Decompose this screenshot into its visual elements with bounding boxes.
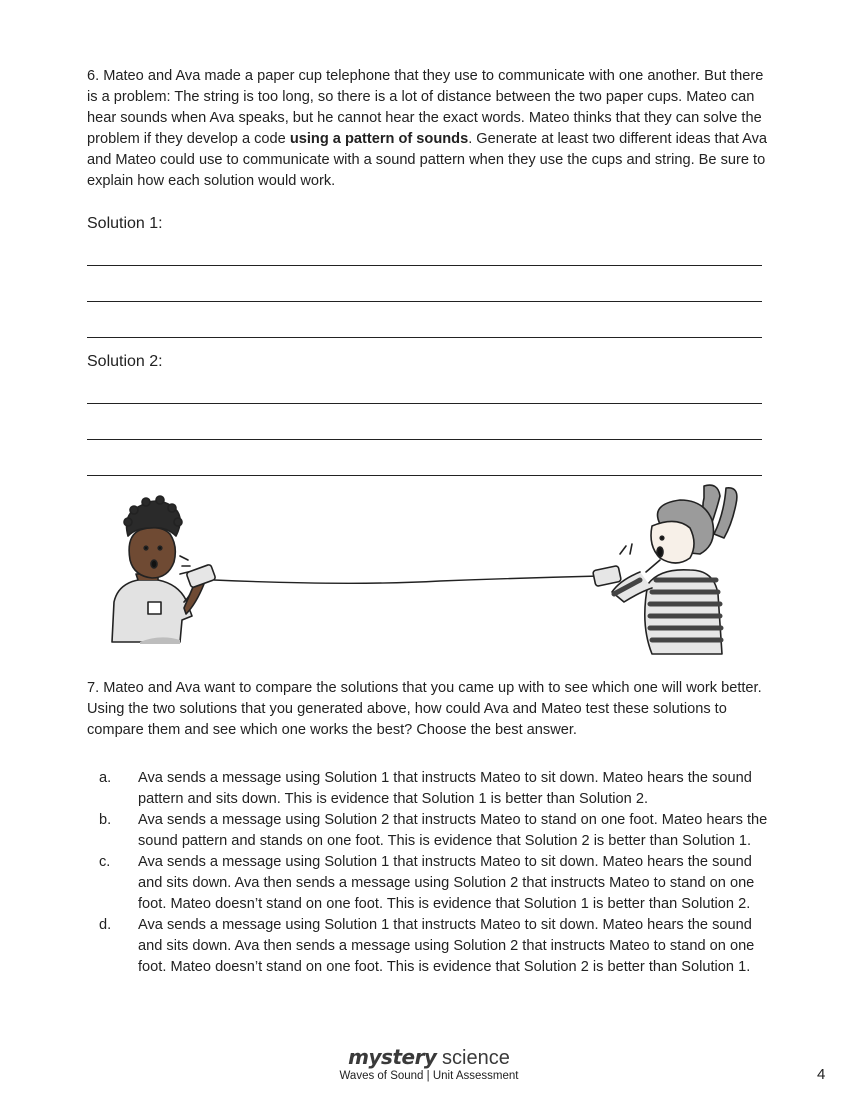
choice-letter: b. — [99, 812, 112, 828]
footer-subtitle: Waves of Sound | Unit Assessment — [339, 1070, 519, 1082]
choice-a[interactable] — [87, 768, 777, 810]
choice-text: Ava sends a message using Solution 2 that instructs Mateo to stand on one foot. Mateo hears the sound pattern and stands on one foot. This is evidence that Solution 2 is better than Solution 1. — [138, 812, 768, 849]
string-icon — [214, 576, 600, 583]
logo-mystery-text: mystery — [348, 1045, 437, 1069]
choice-letter: a. — [99, 770, 112, 786]
choice-b[interactable] — [87, 810, 777, 852]
mystery-science-logo — [0, 1046, 858, 1069]
logo-science-text: science — [442, 1047, 510, 1069]
choice-letter: d. — [99, 917, 112, 933]
question-6-text-start: 6. Mateo and Ava made a paper cup telephone that they use to communicate with one another. But there is a problem: The string is too long, so there is a lot of distance between the two paper cups. Mateo can hear sounds when Ava speaks, but he cannot hear the exact words. Mateo thinks that they can solve the problem if they develop a code — [87, 68, 764, 147]
question-6-bold-phrase: using a pattern of sounds — [289, 131, 469, 147]
question-6 — [87, 66, 777, 192]
solution-2-label: Solution 2: — [87, 353, 163, 370]
choice-text: Ava sends a message using Solution 1 that instructs Mateo to sit down. Mateo hears the sound and sits down. Ava then sends a message using Solution 2 that instructs Mateo to stand on one foot. Mateo doesn’t stand on one foot. This is evidence that Solution 1 is better than Solution 2. — [138, 854, 755, 912]
girl-with-cup-icon — [593, 485, 737, 654]
choice-c[interactable] — [87, 852, 777, 915]
choice-d[interactable] — [87, 915, 777, 978]
question-7: 7. Mateo and Ava want to compare the solutions that you came up with to see which one will work better. Using the two solutions that you generated above, how could Ava and Mateo test these solutions to compare them and see which one works the best? Choose the best answer. — [87, 680, 762, 738]
cup-telephone-illustration — [100, 484, 760, 662]
page-number: 4 — [817, 1066, 826, 1083]
footer — [0, 1046, 858, 1082]
answer-line[interactable] — [87, 475, 762, 476]
answer-line[interactable] — [87, 301, 762, 302]
answer-line[interactable] — [87, 265, 762, 266]
boy-with-cup-icon — [112, 496, 216, 644]
answer-line[interactable] — [87, 337, 762, 338]
answer-line[interactable] — [87, 439, 762, 440]
solution-1-label: Solution 1: — [87, 215, 163, 232]
answer-line[interactable] — [87, 403, 762, 404]
question-6-text-end: . Generate at least two different ideas that Ava and Mateo could use to communicate with a sound pattern when they use the cups and string. Be sure to explain how each solution would work. — [87, 131, 768, 189]
choice-letter: c. — [99, 854, 111, 870]
choice-text: Ava sends a message using Solution 1 that instructs Mateo to sit down. Mateo hears the sound pattern and sits down. This is evidence that Solution 1 is better than Solution 2. — [138, 770, 752, 807]
choice-text: Ava sends a message using Solution 1 that instructs Mateo to sit down. Mateo hears the sound and sits down. Ava then sends a message using Solution 2 that instructs Mateo to stand on one foot. Mateo doesn’t stand on one foot. This is evidence that Solution 2 is better than Solution 1. — [138, 917, 755, 975]
answer-choices — [87, 768, 777, 978]
